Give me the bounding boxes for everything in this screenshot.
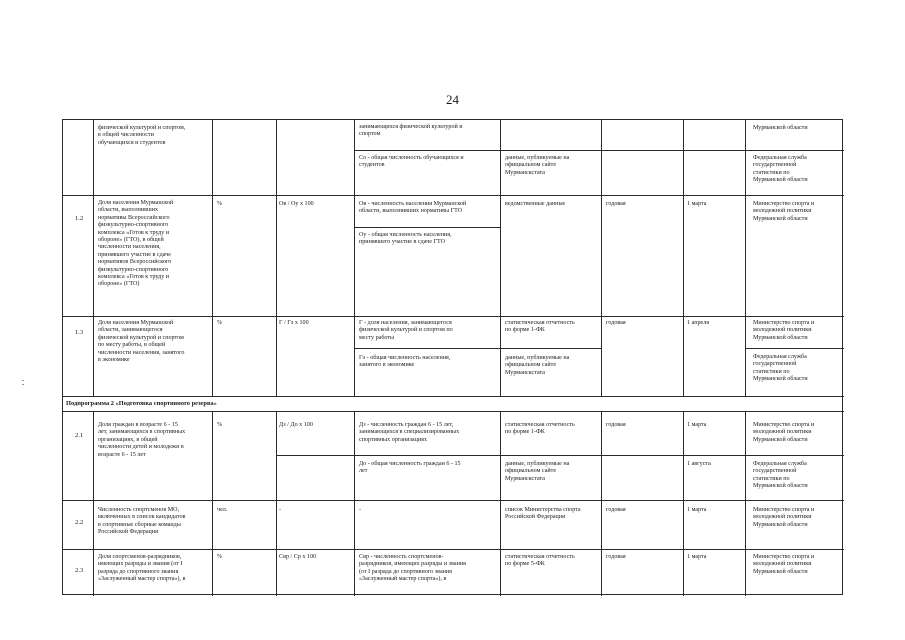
text-line: Доля граждан в возрасте 6 - 15 (98, 422, 178, 428)
text-line: по форме 1-ФК (505, 327, 545, 334)
row-2-3-num: 2.3 (75, 567, 84, 574)
row-2-3-source (505, 554, 575, 569)
row-divider (63, 549, 844, 550)
row-2-1-var-a (359, 422, 459, 444)
col-divider (745, 120, 746, 396)
col-divider (276, 411, 277, 596)
text-line: Мурманской области (753, 436, 808, 443)
page-number: 24 (446, 92, 459, 107)
row-1-2-var-a (359, 201, 466, 216)
col-divider (601, 411, 602, 596)
row-1-3-num: 1.3 (75, 329, 84, 336)
text-line: Доля населения Мурманской (98, 200, 174, 206)
text-line: спортивных организациях (359, 436, 428, 443)
col-divider (683, 411, 684, 596)
row-2-3-unit: % (217, 554, 223, 560)
row-2-1-date-b: 1 августа (687, 461, 711, 467)
text-line: месту работы (359, 334, 395, 341)
text-line: численности населения, занятого (98, 349, 185, 356)
row-1-2-source (505, 201, 565, 208)
row-2-1-unit: % (217, 422, 223, 428)
text-line: комплекса «Готов к труду и (98, 274, 170, 281)
row-1-3-period: годовая (606, 320, 626, 326)
text-line: включенных в список кандидатов (98, 514, 186, 521)
row-divider (63, 500, 844, 501)
col-divider (212, 120, 213, 396)
row-divider (63, 396, 844, 397)
row-1-3-date: 1 апреля (687, 320, 710, 326)
sub-row-divider (276, 455, 844, 456)
text-line: численности детей и молодежи в (98, 444, 184, 451)
text-line: Доля населения Мурманской (98, 320, 174, 326)
text-line: молодежной политики (753, 327, 812, 334)
sub-row-divider (354, 150, 844, 151)
text-line: Федеральная служба (753, 155, 807, 161)
text-line: физкультурно-спортивного (98, 222, 169, 229)
row-2-3-resp (753, 554, 814, 576)
row0-source-b (505, 155, 569, 177)
text-line: Федеральная служба (753, 354, 807, 360)
row-1-3-source-a (505, 320, 575, 335)
text-line: данные, публикуемые на (505, 461, 570, 467)
text-line: студентов (359, 162, 385, 169)
text-line: статистическая отчетность (505, 320, 575, 326)
text-line: Г - доля населения, занимающегося (359, 320, 452, 326)
text-line: «Заслуженный мастер спорта»), в (359, 576, 447, 583)
text-line: обучающихся и студентов (98, 139, 166, 146)
text-line: Российской Федерации (98, 529, 159, 536)
text-line: в экономике (98, 357, 130, 364)
text-line: статистики по (753, 169, 790, 176)
row-1-3-resp-a (753, 320, 814, 342)
row-1-2-date: 1 марта (687, 201, 707, 207)
text-line: молодежной политики (753, 514, 812, 521)
row-1-3-resp-b (753, 354, 808, 384)
row-2-2-source (505, 507, 581, 522)
row-1-2-name (98, 200, 173, 289)
col-divider (354, 411, 355, 596)
text-line: занятого в экономике (359, 362, 415, 369)
text-line: нормативов Всероссийского (98, 259, 172, 266)
subprogram-title: Подпрограмма 2 «Подготовка спортивного резерва» (66, 400, 217, 407)
text-line: физической культурой и спортом, (98, 125, 186, 131)
col-divider (500, 411, 501, 596)
text-line: области, занимающегося (98, 327, 163, 334)
text-line: физической культурой и спортом (98, 334, 184, 341)
row0-resp-b (753, 155, 808, 185)
row-2-2-name (98, 507, 185, 537)
text-line: Министерство спорта и (753, 201, 815, 207)
text-line: Мурманской области (753, 177, 808, 184)
text-line: статистики по (753, 475, 790, 482)
col-divider (354, 120, 355, 396)
row-1-2-num: 1.2 (75, 215, 84, 222)
text-line: Мурманской области (753, 125, 808, 131)
sub-row-divider (745, 348, 844, 349)
text-line: имеющих разряды и звания (от I (98, 561, 183, 568)
row-2-1-formula: Дз / До х 100 (279, 422, 313, 428)
text-line: Свр - численность спортсменов- (359, 554, 444, 560)
text-line: официальном сайте (505, 362, 557, 369)
sub-row-divider (354, 348, 500, 349)
text-line: данные, публикуемые на (505, 155, 570, 161)
col-divider (500, 120, 501, 396)
col-divider (601, 120, 602, 396)
text-line: Мурманской области (753, 521, 808, 528)
text-line: государственной (753, 162, 797, 169)
text-line: лет, занимающихся в спортивных (98, 429, 186, 436)
col-divider (276, 120, 277, 396)
text-line: Российской Федерации (505, 514, 566, 521)
row-divider (63, 195, 844, 196)
col-divider (212, 411, 213, 596)
row-1-3-formula: Г / Гэ х 100 (279, 320, 309, 326)
text-line: Численность спортсменов МО, (98, 507, 180, 513)
scan-mark (22, 384, 24, 385)
row0-resp-a (753, 125, 808, 132)
text-line: в спортивные сборные команды (98, 521, 181, 528)
text-line: молодежной политики (753, 561, 812, 568)
text-line: Ов - численность населения Мурманской (359, 201, 467, 207)
text-line: Мурманской области (753, 215, 808, 222)
text-line: Мурманскстата (505, 169, 545, 176)
text-line: Министерство спорта и (753, 554, 815, 560)
text-line: молодежной политики (753, 208, 812, 215)
text-line: Мурманскстата (505, 475, 545, 482)
row-2-2-num: 2.2 (75, 519, 84, 526)
row-2-1-resp-b (753, 461, 808, 491)
row-2-3-formula: Свр / Ср х 100 (279, 554, 317, 560)
text-line: государственной (753, 468, 797, 475)
text-line: государственной (753, 361, 797, 368)
col-divider (683, 120, 684, 396)
text-line: список Министерства спорта (505, 507, 581, 513)
text-line: численности населения, (98, 244, 161, 251)
scan-mark (22, 380, 24, 381)
row-1-3-name (98, 320, 184, 364)
row-divider (63, 411, 844, 412)
row-1-3-source-b (505, 355, 569, 377)
text-line: Дз - численность граждан 6 - 15 лет, (359, 422, 454, 428)
text-line: (от I разряда до спортивного звания (359, 568, 452, 575)
text-line: статистики по (753, 368, 790, 375)
text-line: Оу - общая численность населения, (359, 232, 452, 238)
sub-row-divider (500, 348, 601, 349)
text-line: принявшего участие в сдаче (98, 251, 171, 258)
indicators-table (62, 119, 843, 595)
text-line: по форме 1-ФК (505, 429, 545, 436)
text-line: занимающихся физической культурой и (359, 124, 463, 130)
text-line: Гэ - общая численность населения, (359, 355, 451, 361)
text-line: официальном сайте (505, 162, 557, 169)
text-line: комплекса «Готов к труду и (98, 229, 170, 236)
text-line: разрядников, имеющих разряды и звания (359, 561, 466, 568)
row-1-2-resp (753, 201, 814, 223)
text-line: официальном сайте (505, 468, 557, 475)
row-2-2-unit: чел. (217, 507, 228, 513)
row-2-2-var: - (359, 507, 362, 513)
text-line: Доля спортсменов-разрядников, (98, 554, 182, 560)
row-1-3-var-a (359, 320, 453, 342)
text-line: нормативы Всероссийского (98, 214, 170, 221)
row-2-1-resp-a (753, 422, 814, 444)
text-line: Министерство спорта и (753, 320, 815, 326)
row-2-2-date: 1 марта (687, 507, 707, 513)
text-line: области, выполнивших нормативы ГТО (359, 208, 463, 215)
text-line: в общей численности (98, 132, 154, 139)
text-line: по месту работы, в общей (98, 342, 166, 349)
row-2-2-formula: - (279, 507, 282, 513)
text-line: организациях, в общей (98, 436, 158, 443)
text-line: «Заслуженный мастер спорта»), в (98, 576, 186, 583)
text-line: статистическая отчетность (505, 554, 575, 560)
text-line: Министерство спорта и (753, 507, 815, 513)
text-line: по форме 5-ФК (505, 561, 545, 568)
row-2-3-name (98, 554, 185, 584)
row-2-2-resp (753, 507, 814, 529)
text-line: молодежной политики (753, 429, 812, 436)
text-line: данные, публикуемые на (505, 355, 570, 361)
row-2-1-date-a: 1 марта (687, 422, 707, 428)
text-line: физкультурно-спортивного (98, 266, 169, 273)
row0-name (98, 125, 185, 147)
text-line: области, выполнивших (98, 207, 159, 214)
row-1-3-unit: % (217, 320, 223, 326)
row-2-3-var (359, 554, 466, 584)
sub-row-divider (354, 227, 500, 228)
text-line: возрасте 6 - 15 лет (98, 451, 146, 458)
text-line: Мурманской области (753, 568, 808, 575)
text-line: статистическая отчетность (505, 422, 575, 428)
row-2-1-var-b (359, 461, 461, 476)
text-line: Мурманской области (753, 376, 808, 383)
row-2-3-date: 1 марта (687, 554, 707, 560)
text-line: спортом (359, 131, 381, 138)
row-2-1-source-a (505, 422, 575, 437)
row-2-3-period: годовая (606, 554, 626, 560)
row0-var-a (359, 124, 463, 139)
col-divider (93, 411, 94, 596)
text-line: Мурманской области (753, 483, 808, 490)
text-line: обороне» (ГТО), в общей (98, 237, 164, 244)
row-2-2-period: годовая (606, 507, 626, 513)
row-divider (63, 316, 844, 317)
text-line: физической культурой и спортом по (359, 327, 453, 334)
row-1-2-formula: Ов / Оу х 100 (279, 201, 314, 207)
text-line: Федеральная служба (753, 461, 807, 467)
text-line: До - общая численность граждан 6 - 15 (359, 461, 461, 467)
text-line: Со - общая численность обучающихся и (359, 155, 464, 161)
text-line: Мурманской области (753, 334, 808, 341)
col-divider (745, 411, 746, 596)
text-line: Министерство спорта и (753, 422, 815, 428)
row-1-2-period: годовая (606, 201, 626, 207)
text-line: обороне» (ГТО) (98, 281, 140, 288)
row-2-1-source-b (505, 461, 569, 483)
col-divider (93, 120, 94, 396)
text-line: разряда до спортивного звания (98, 568, 179, 575)
row-2-1-num: 2.1 (75, 432, 84, 439)
row-1-2-unit: % (217, 201, 223, 207)
row-1-3-var-b (359, 355, 450, 370)
row-1-2-var-b (359, 232, 452, 247)
row-2-1-period: годовая (606, 422, 626, 428)
text-line: занимающихся в специализированных (359, 429, 460, 436)
text-line: Мурманскстата (505, 369, 545, 376)
text-line: лет (359, 468, 368, 475)
text-line: ведомственные данные (505, 201, 566, 207)
text-line: принявшего участие в сдаче ГТО (359, 239, 446, 246)
row0-var-b (359, 155, 464, 170)
row-2-1-name (98, 422, 185, 459)
